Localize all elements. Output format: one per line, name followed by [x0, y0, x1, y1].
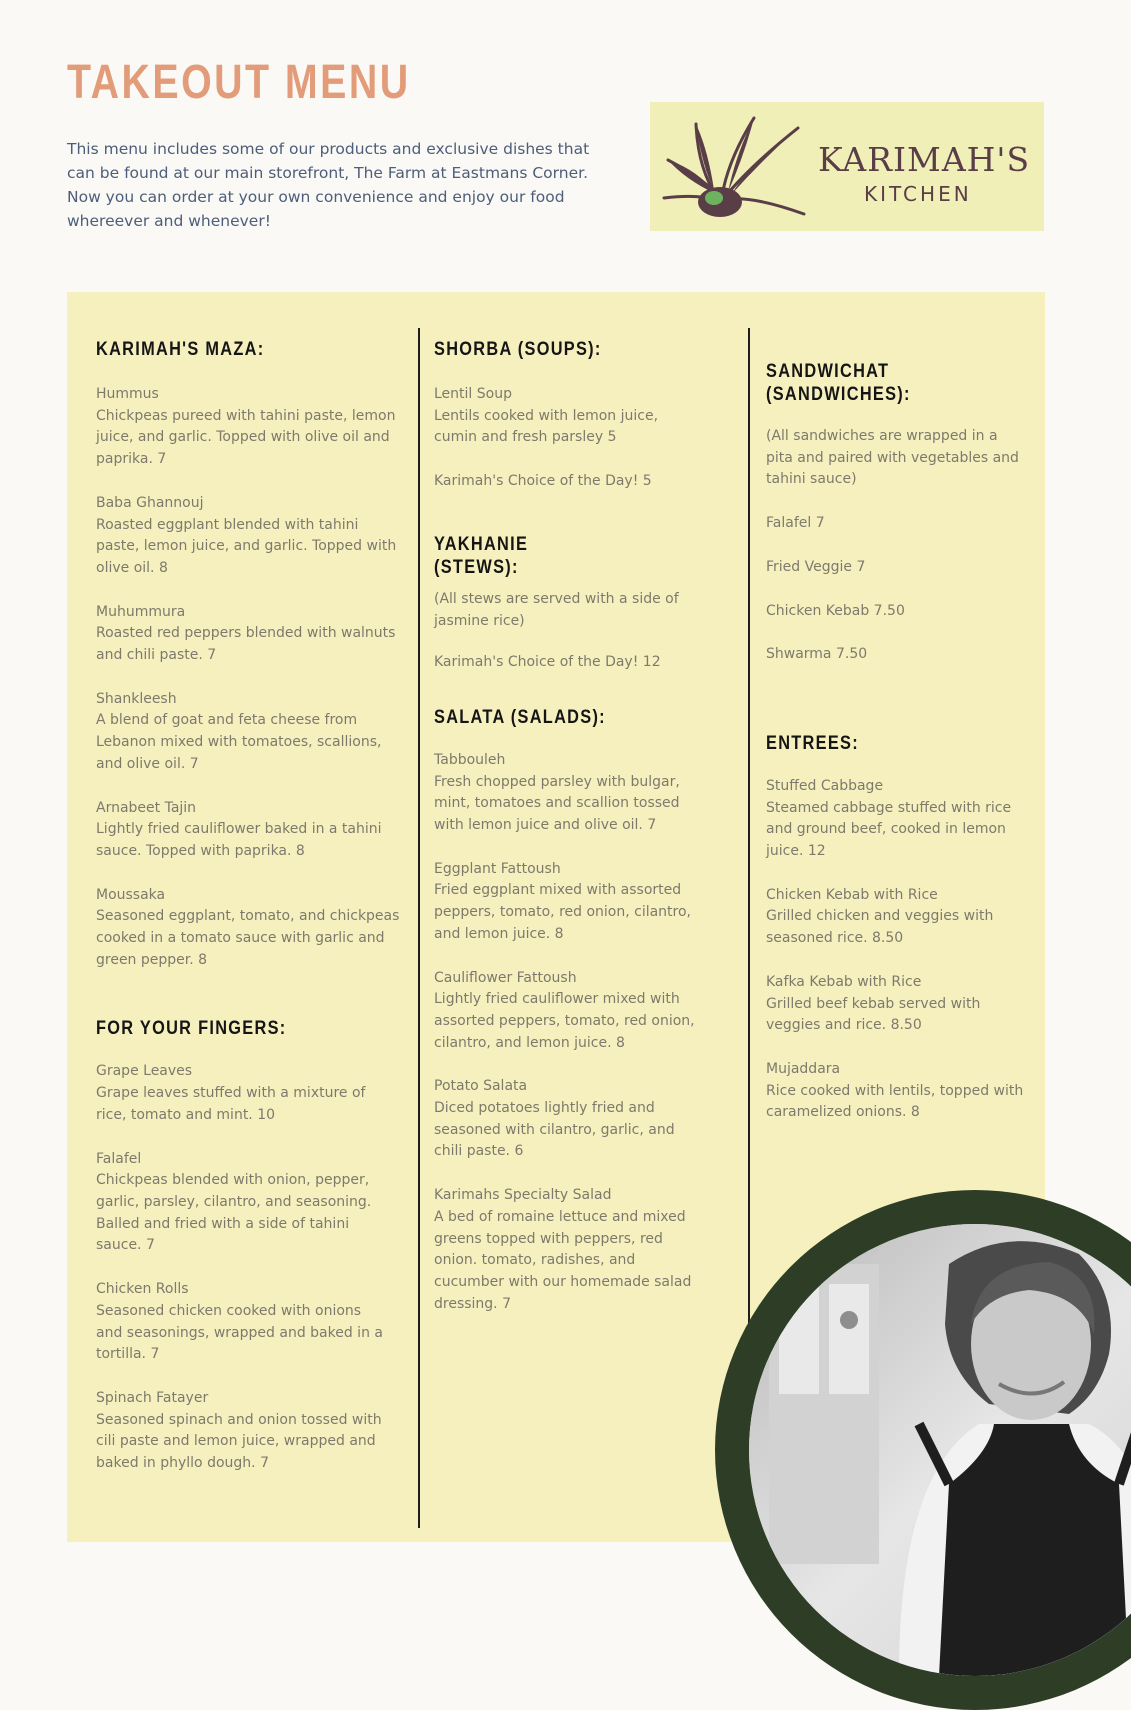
item-name: Cauliflower Fattoush [434, 969, 577, 986]
chef-photo [749, 1224, 1131, 1676]
item-desc: sauce. Topped with paprika. 8 [96, 842, 305, 859]
intro-line: This menu includes some of our products and exclusive dishes that [67, 140, 590, 158]
choice-of-day: Karimah's Choice of the Day! 5 [434, 473, 652, 490]
item-desc: Grilled beef kebab served with [766, 995, 981, 1012]
item-desc: sauce. 7 [96, 1237, 155, 1254]
item-name: Lentil Soup [434, 386, 512, 402]
item-desc: Grilled chicken and veggies with [766, 908, 994, 925]
section-heading-entrees: ENTREES: [766, 732, 859, 754]
item-desc: Grape leaves stuffed with a mixture of [96, 1085, 366, 1102]
item-desc: Rice cooked with lentils, topped with [766, 1082, 1024, 1099]
section-heading-fingers: FOR YOUR FINGERS: [96, 1018, 287, 1040]
choice-of-day: Karimah's Choice of the Day! 12 [434, 654, 661, 671]
item-desc: Chickpeas pureed with tahini paste, lemon [96, 407, 396, 424]
item-desc: rice, tomato and mint. 10 [96, 1106, 276, 1123]
item-desc: and lemon juice. 8 [434, 925, 564, 942]
heading-line: (STEWS): [434, 556, 519, 578]
menu-item [96, 493, 401, 580]
note-line: jasmine rice) [434, 612, 525, 629]
menu-item: Shwarma 7.50 [766, 646, 868, 663]
note-line: (All stews are served with a side of [434, 590, 679, 607]
menu-item [96, 689, 401, 776]
menu-item [96, 798, 401, 863]
menu-item [96, 885, 401, 972]
item-name: Arnabeet Tajin [96, 799, 197, 816]
section-heading-soups: SHORBA (SOUPS): [434, 339, 602, 360]
item-name: Moussaka [96, 886, 166, 903]
item-name: Falafel [96, 1150, 142, 1167]
item-desc: seasoned with cilantro, garlic, and [434, 1121, 675, 1138]
menu-column-3 [766, 360, 1041, 1124]
item-desc: Chickpeas blended with onion, pepper, [96, 1172, 370, 1189]
menu-item [766, 972, 1041, 1037]
item-name: Hummus [96, 386, 159, 402]
item-desc: green pepper. 8 [96, 951, 208, 968]
item-name: Grape Leaves [96, 1063, 193, 1080]
section-heading-sandwiches: SANDWICHAT (SANDWICHES): [766, 361, 911, 405]
chef-portrait-icon [749, 1224, 1131, 1676]
item-desc: dressing. 7 [434, 1295, 511, 1312]
item-desc: A bed of romaine lettuce and mixed [434, 1208, 686, 1225]
item-desc: cumin and fresh parsley 5 [434, 429, 617, 446]
page-title: TAKEOUT MENU [67, 56, 411, 109]
stews-note [434, 589, 739, 632]
item-desc: Lightly fried cauliflower mixed with [434, 991, 680, 1008]
intro-line: Now you can order at your own convenience and enjoy our food [67, 188, 565, 206]
item-desc: cili paste and lemon juice, wrapped and [96, 1433, 376, 1450]
item-desc: chili paste. 6 [434, 1143, 524, 1160]
item-desc: and chili paste. 7 [96, 647, 217, 664]
item-desc: olive oil. 8 [96, 559, 168, 576]
menu-item [96, 384, 401, 471]
item-desc: Lebanon mixed with tomatoes, scallions, [96, 734, 382, 751]
intro-text [67, 137, 607, 233]
menu-column-2 [434, 338, 739, 1315]
item-name: Eggplant Fattoush [434, 860, 561, 877]
item-desc: Roasted eggplant blended with tahini [96, 516, 359, 533]
item-desc: garlic, parsley, cilantro, and seasoning. [96, 1193, 372, 1210]
item-desc: Seasoned eggplant, tomato, and chickpeas [96, 908, 400, 925]
item-desc: assorted peppers, tomato, red onion, [434, 1012, 695, 1029]
item-desc: seasoned rice. 8.50 [766, 930, 904, 947]
logo-name: KARIMAH'S [818, 140, 1031, 179]
item-desc: peppers, tomato, red onion, cilantro, [434, 904, 692, 921]
column-divider [748, 328, 750, 1332]
item-desc: with lemon juice and olive oil. 7 [434, 817, 657, 834]
item-desc: Lightly fried cauliflower baked in a tahini [96, 821, 382, 838]
item-desc: paste, lemon juice, and garlic. Topped with [96, 538, 397, 555]
item-desc: Diced potatoes lightly fried and [434, 1100, 655, 1117]
leaf-logo-icon [658, 110, 808, 222]
menu-item [434, 859, 739, 946]
intro-line: whereever and whenever! [67, 212, 271, 230]
item-name: Stuffed Cabbage [766, 777, 884, 794]
karimahs-kitchen-logo [650, 102, 1044, 231]
item-name: Chicken Kebab with Rice [766, 886, 938, 903]
item-desc: mint, tomatoes and scallion tossed [434, 795, 680, 812]
item-desc: onion. tomato, radishes, and [434, 1252, 636, 1269]
logo-subtitle: KITCHEN [864, 182, 972, 206]
item-name: Baba Ghannouj [96, 494, 204, 511]
item-name: Chicken Rolls [96, 1281, 189, 1298]
section-heading-maza: KARIMAH'S MAZA: [96, 339, 265, 360]
item-desc: and ground beef, cooked in lemon [766, 821, 1006, 838]
item-desc: cilantro, and lemon juice. 8 [434, 1034, 625, 1051]
menu-item [766, 1059, 1041, 1124]
menu-item [434, 750, 739, 837]
item-desc: greens topped with peppers, red [434, 1230, 663, 1247]
menu-item [766, 885, 1041, 950]
item-desc: juice. 12 [766, 843, 826, 860]
menu-item [434, 1185, 739, 1315]
heading-line: YAKHANIE [434, 533, 529, 555]
item-desc: caramelized onions. 8 [766, 1104, 920, 1121]
menu-item [434, 384, 739, 449]
note-line: pita and paired with vegetables and [766, 449, 1019, 466]
item-desc: Roasted red peppers blended with walnuts [96, 625, 396, 642]
item-desc: cooked in a tomato sauce with garlic and [96, 930, 385, 947]
note-line: (All sandwiches are wrapped in a [766, 428, 998, 444]
item-desc: Seasoned chicken cooked with onions [96, 1302, 362, 1319]
column-divider [418, 328, 420, 1528]
item-name: Tabbouleh [434, 751, 506, 768]
menu-column-1 [96, 338, 401, 1475]
menu-item [96, 1388, 401, 1475]
section-heading-stews [434, 533, 696, 579]
menu-item [96, 1279, 401, 1366]
menu-item: Chicken Kebab 7.50 [766, 602, 905, 619]
menu-item: Falafel 7 [766, 515, 825, 532]
menu-item [96, 1149, 401, 1258]
menu-item [434, 968, 739, 1055]
item-name: Kafka Kebab with Rice [766, 973, 922, 990]
item-desc: Lentils cooked with lemon juice, [434, 407, 659, 424]
item-name: Potato Salata [434, 1078, 528, 1095]
item-desc: Fried eggplant mixed with assorted [434, 882, 682, 899]
menu-item: Fried Veggie 7 [766, 558, 866, 575]
intro-line: can be found at our main storefront, The Farm at Eastmans Corner. [67, 164, 589, 182]
item-name: Muhummura [96, 603, 186, 620]
menu-item [96, 602, 401, 667]
note-line: tahini sauce) [766, 471, 857, 488]
item-desc: Balled and fried with a side of tahini [96, 1215, 350, 1232]
item-desc: and olive oil. 7 [96, 755, 199, 772]
item-name: Karimahs Specialty Salad [434, 1187, 612, 1204]
item-desc: paprika. 7 [96, 451, 167, 468]
menu-item [766, 776, 1041, 863]
item-desc: juice, and garlic. Topped with olive oil and [96, 429, 390, 446]
sandwiches-note [766, 426, 1041, 491]
item-desc: Seasoned spinach and onion tossed with [96, 1411, 382, 1428]
item-name: Shankleesh [96, 690, 177, 707]
section-heading-salads: SALATA (SALADS): [434, 706, 606, 728]
item-name: Mujaddara [766, 1060, 841, 1077]
item-desc: and seasonings, wrapped and baked in a [96, 1324, 383, 1341]
item-desc: A blend of goat and feta cheese from [96, 712, 358, 729]
item-desc: tortilla. 7 [96, 1346, 160, 1363]
menu-item [434, 1076, 739, 1163]
item-desc: cucumber with our homemade salad [434, 1273, 692, 1290]
item-desc: baked in phyllo dough. 7 [96, 1455, 269, 1472]
item-desc: veggies and rice. 8.50 [766, 1017, 922, 1034]
item-name: Spinach Fatayer [96, 1389, 209, 1406]
item-desc: Steamed cabbage stuffed with rice [766, 799, 1012, 816]
menu-item [96, 1061, 401, 1126]
item-desc: Fresh chopped parsley with bulgar, [434, 773, 680, 790]
